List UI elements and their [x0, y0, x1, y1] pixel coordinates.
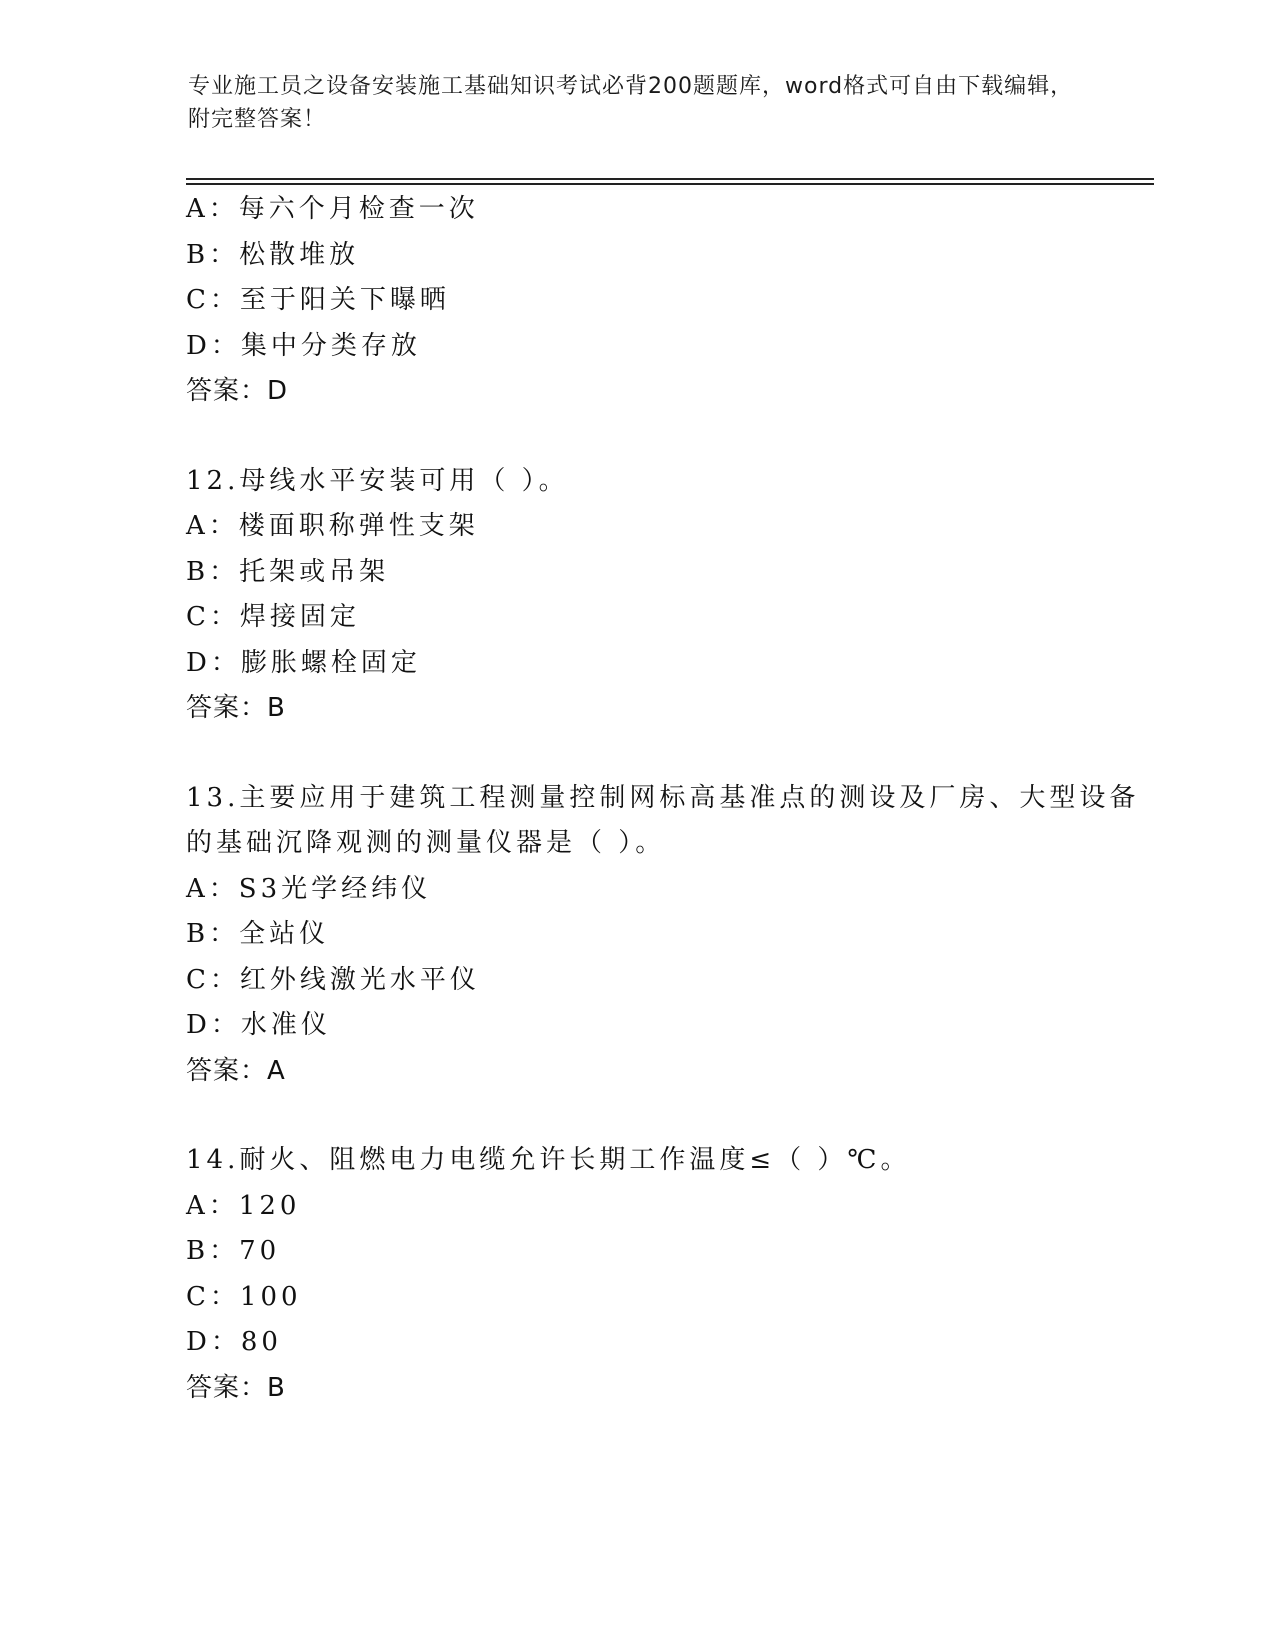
answer-line: 答案：B [186, 1372, 286, 1403]
option-c: C：焊接固定 [186, 602, 360, 632]
option-c: C：红外线激光水平仪 [186, 964, 480, 995]
option-b: B：70 [186, 1236, 281, 1266]
question-block-14 [186, 1138, 1146, 1411]
header-rule-top [186, 178, 1154, 180]
block-spacer [186, 1094, 1146, 1138]
question-block-12 [186, 459, 1146, 732]
option-d: D：集中分类存放 [186, 330, 421, 361]
answer-line: 答案：B [186, 693, 286, 723]
option-a: A：每六个月检查一次 [186, 194, 479, 224]
answer-line: 答案：A [186, 1055, 286, 1086]
option-b: B：全站仪 [186, 919, 330, 949]
question-text: 14.耐火、阻燃电力电缆允许长期工作温度≤（ ）℃。 [186, 1145, 911, 1175]
option-c: C：100 [186, 1281, 302, 1312]
block-spacer [186, 415, 1146, 459]
option-b: B：松散堆放 [186, 239, 360, 270]
option-a: A：楼面职称弹性支架 [186, 511, 479, 541]
answer-line: 答案：D [186, 376, 289, 406]
option-d: D：膨胀螺栓固定 [186, 647, 421, 678]
option-a: A：120 [186, 1190, 301, 1221]
question-block-13 [186, 776, 1146, 1095]
question-text: 12.母线水平安装可用（ ）。 [186, 465, 569, 496]
block-spacer [186, 732, 1146, 776]
option-d: D：水准仪 [186, 1010, 331, 1040]
option-d: D：80 [186, 1327, 282, 1357]
question-list [186, 187, 1146, 1411]
option-a: A：S3光学经纬仪 [186, 873, 432, 904]
question-block-11 [186, 187, 1146, 415]
option-c: C：至于阳关下曝晒 [186, 285, 450, 315]
header-rule-bottom [186, 183, 1154, 185]
document-header: 专业施工员之设备安装施工基础知识考试必背200题题库，word格式可自由下载编辑，附完整答案！ [188, 74, 1074, 132]
question-text: 13.主要应用于建筑工程测量控制网标高基准点的测设及厂房、大型设备的基础沉降观测的测量仪器是（ ）。 [186, 782, 1140, 858]
option-b: B：托架或吊架 [186, 556, 390, 587]
